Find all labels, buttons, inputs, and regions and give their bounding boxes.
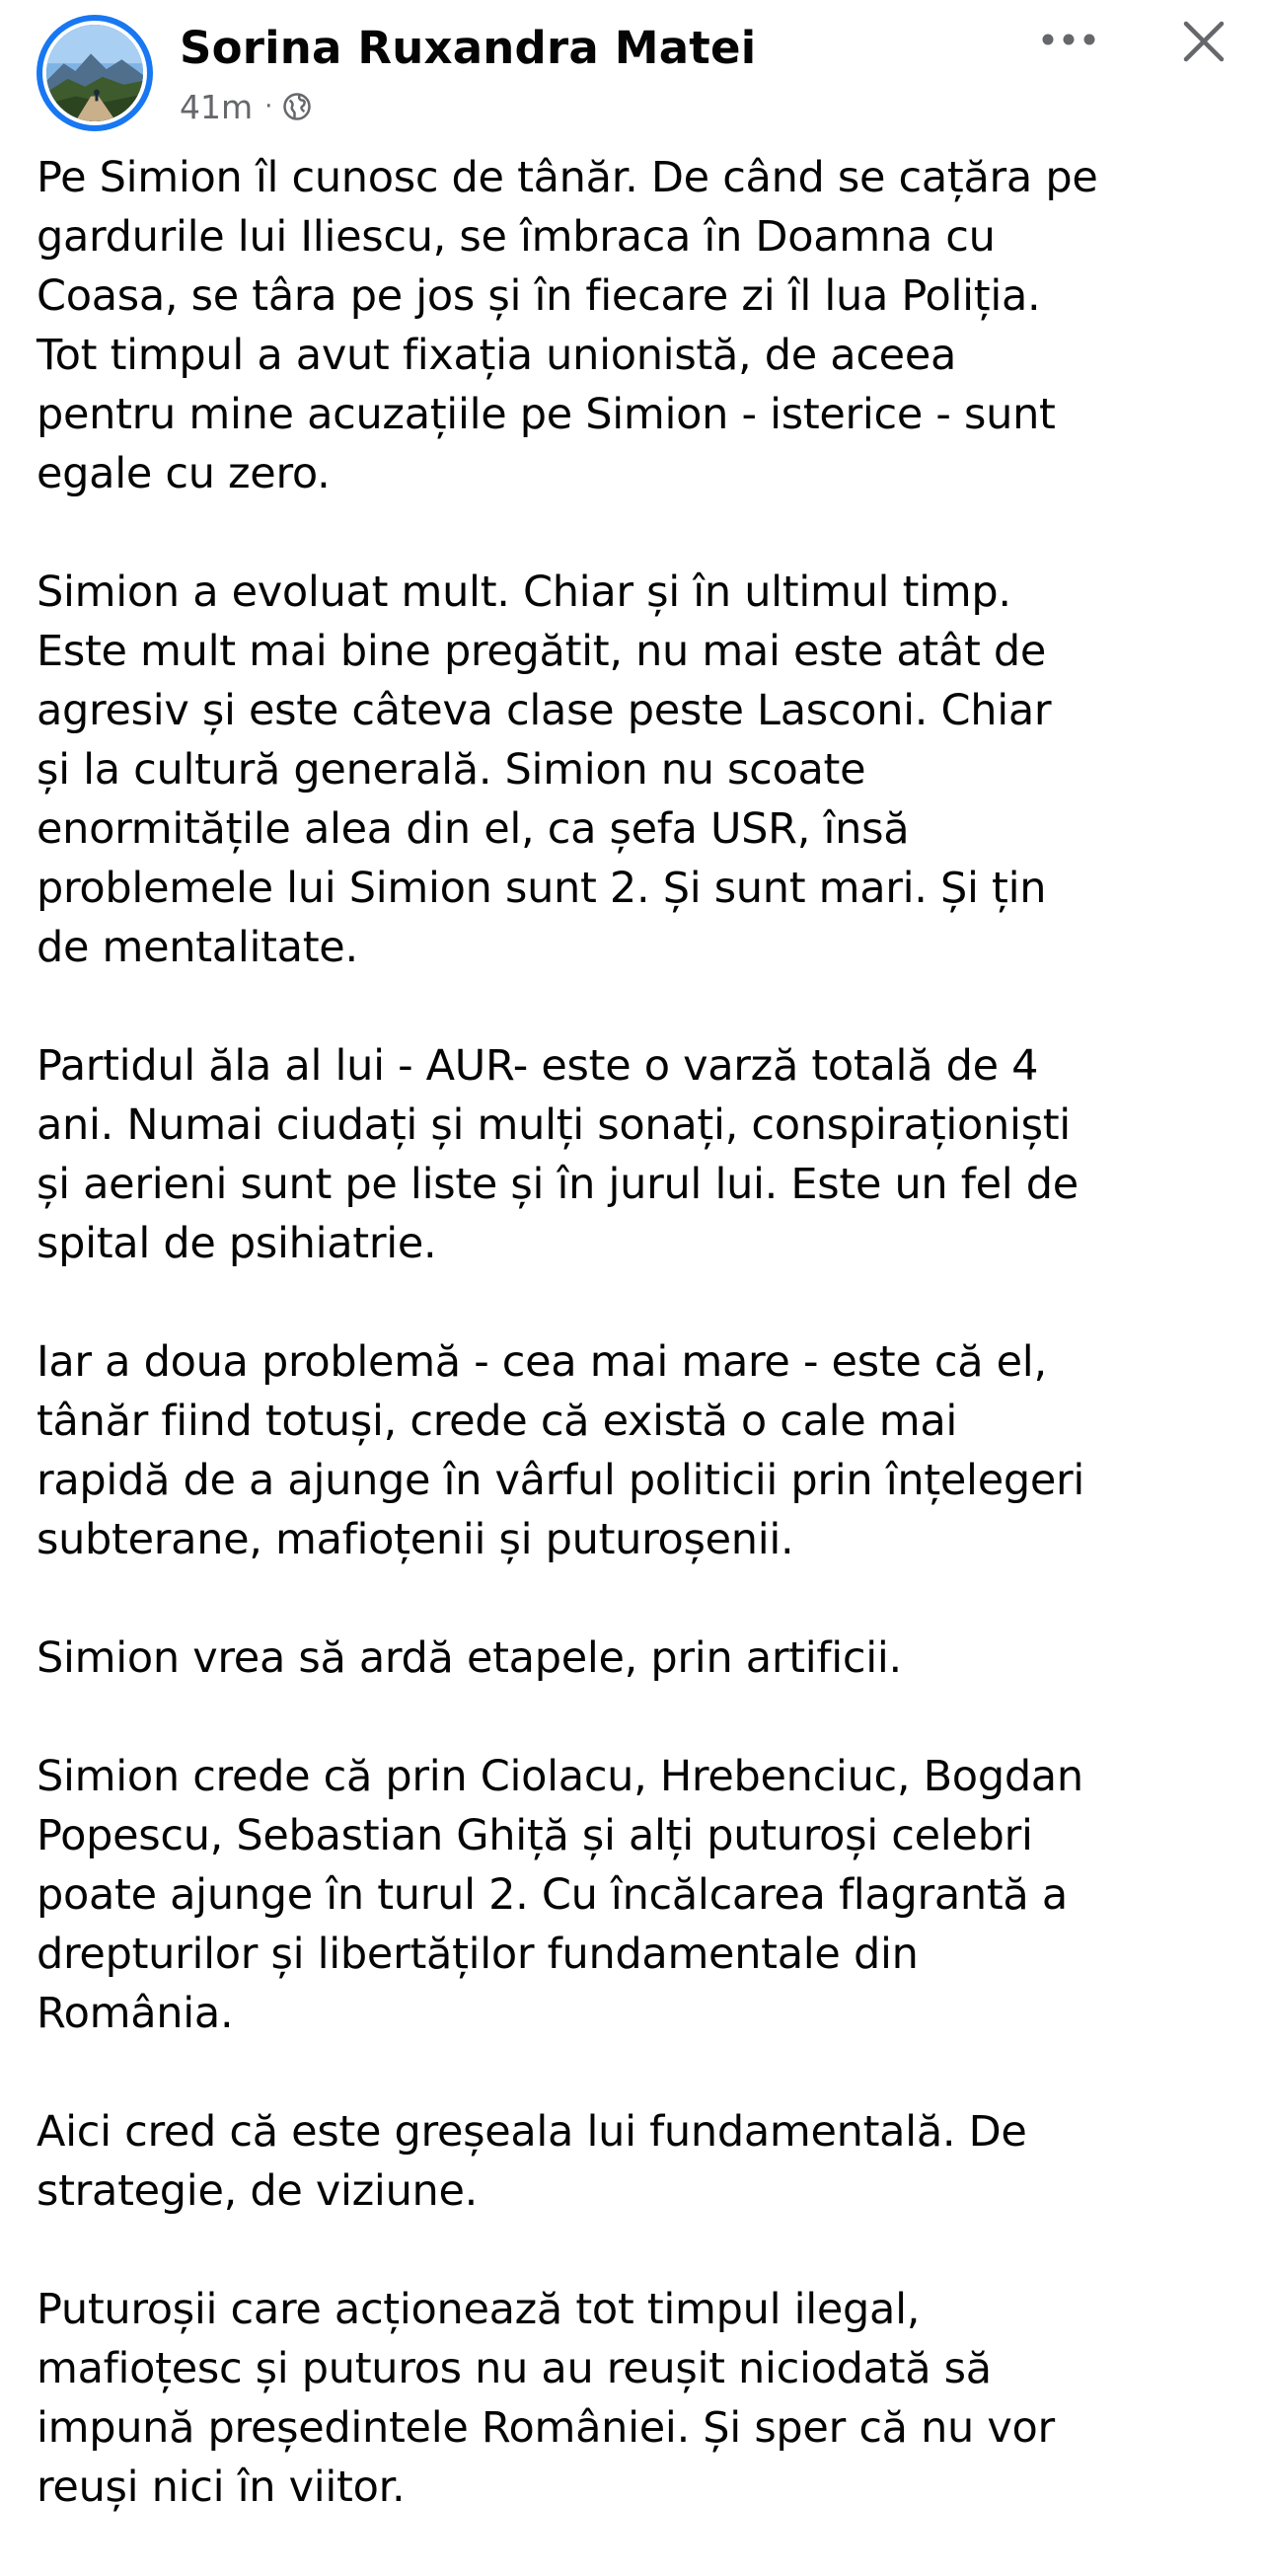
post-paragraph: Puturoșii care acționează tot timpul ilegal, mafioțesc și puturos nu au reușit niciodată să impună președintele României. Și sper că nu vor reuși nici în viitor.: [37, 2285, 1055, 2512]
post-paragraph: Pe Simion îl cunosc de tânăr. De când se cațăra pe gardurile lui Iliescu, se îmbraca în Doamna cu Coasa, se târa pe jos și în fiecare zi îl lua Poliția. Tot timpul a avut fixația unionistă, de aceea pentru mine acuzațiile pe Simion - isterice - sunt egale cu zero.: [37, 153, 1098, 498]
avatar-photo: [42, 21, 147, 125]
post-paragraph: Partidul ăla al lui - AUR- este o varză totală de 4 ani. Numai ciudați și mulți sonați, conspiraționiști și aerieni sunt pe liste și în jurul lui. Este un fel de spital de psihiatrie.: [37, 1041, 1079, 1268]
post-paragraph: Aici cred că este greșeala lui fundamentală. De strategie, de viziune.: [37, 2107, 1027, 2216]
post-paragraph: Iar a doua problemă - cea mai mare - este că el, tânăr fiind totuși, crede că există o cale mai rapidă de a ajunge în vârful politicii prin înțelegeri subterane, mafioțenii și puturoșenii.: [37, 1337, 1085, 1564]
meta-separator: ·: [264, 92, 273, 121]
post-paragraph: Simion vrea să ardă etapele, prin artificii.: [37, 1633, 902, 1683]
post-paragraph: Simion crede că prin Ciolacu, Hrebenciuc, Bogdan Popescu, Sebastian Ghiță și alți puturoși celebri poate ajunge în turul 2. Cu încălcarea flagrantă a drepturilor și libertăților fundamentale din România.: [37, 1752, 1083, 2038]
avatar[interactable]: [37, 15, 153, 131]
close-icon: [1180, 18, 1228, 65]
post-header: [0, 0, 1265, 148]
more-options-button[interactable]: [1034, 20, 1103, 59]
close-button[interactable]: [1174, 12, 1233, 71]
post-time[interactable]: 41m: [180, 87, 254, 126]
post-text: [37, 148, 1245, 2576]
avatar-landscape-image: [46, 25, 143, 121]
post-paragraph: Simion a evoluat mult. Chiar și în ultimul timp. Este mult mai bine pregătit, nu mai este atât de agresiv și este câteva clase peste Lasconi. Chiar și la cultură generală. Simion nu scoate enormitățile alea din el, ca șefa USR, însă problemele lui Simion sunt 2. Și sunt mari. Și țin de mentalitate.: [37, 568, 1052, 972]
globe-icon: [282, 92, 312, 121]
more-horizontal-icon: [1041, 33, 1096, 46]
post-meta: [180, 87, 312, 126]
author-name[interactable]: Sorina Ruxandra Matei: [180, 22, 757, 74]
